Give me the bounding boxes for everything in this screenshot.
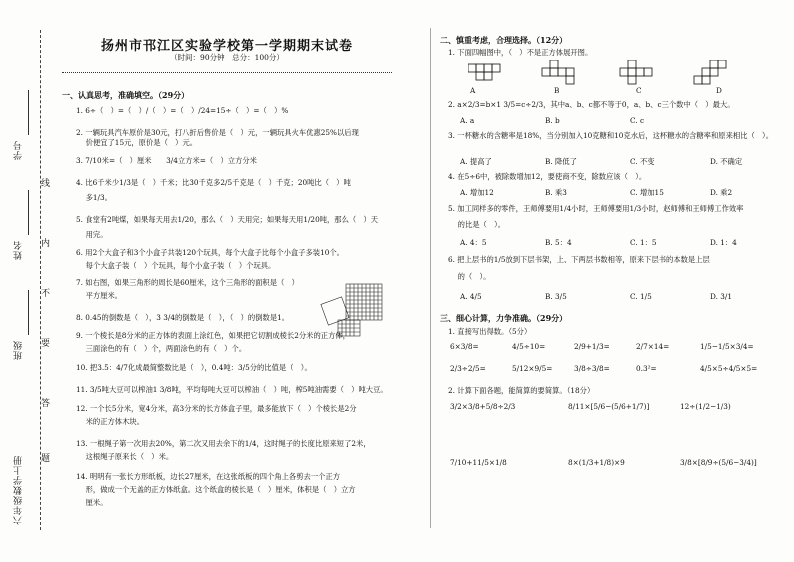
s1-question-line: 1. 6÷（ ）=（ ）/（ ）=（ ）/24=15÷（ ）=（ ）% [76,106,289,115]
s2-q5-option: B. 5：4 [545,238,572,247]
cube-net-figures [468,60,758,86]
s1-question-line: 13. 一根绳子第一次用去20%，第二次又用去余下的1/4，这时绳子的长度比原来短了2米， [76,439,371,448]
s2-q1-option-b: B [554,86,560,95]
spine-mark: 不 [41,285,50,300]
left-column [62,0,392,562]
s1-question-line: 米的正方体木块。 [76,417,144,426]
s1-question-line: 7. 如右图，如果三角形的周长是60厘米，这个三角形的面积是（ ） [76,278,299,287]
spine-label-name: 姓名 [14,240,24,260]
s2-q3-option: D. 不确定 [710,157,743,166]
s2-q1-option-d: D [716,86,722,95]
s3-direct-item: 2/3÷2/5= [450,364,486,373]
spine-label-class: 班级 [14,340,24,360]
s3-direct-item: 4/5×5÷4/5×5= [700,364,758,373]
s2-q4-option: D. 乘2 [710,188,733,197]
s3-direct-item: 5/12×9/5= [512,364,553,373]
spine-mark: 要 [41,335,50,350]
s2-q3-option: B. 降低了 [545,157,577,166]
s1-question-line: 10. 把3.5：4/7化成最简整数比是（ ），0.4吨：3/5分的比值是（ ）。 [76,363,312,372]
s3-calc-item: 8/11×[5/6−(5/6+1/7)] [568,402,650,411]
spine-label-grade: 六年级数学上册 [14,455,24,525]
s3-calc-item: 3/8×[8/9÷(5/6−3/4)] [680,458,757,467]
s1-question-line: 5. 食堂有2吨煤，如果每天用去1/20，那么（ ）天用完；如果每天用1/20吨，那么（ ）天 [76,215,379,224]
s2-q4-option: B. 乘3 [545,188,567,197]
s2-q2-option: C. c [630,116,645,125]
s2-q5-option: A. 4：5 [460,238,487,247]
s2-q5-option: C. 1：5 [630,238,657,247]
spine-fill-line [28,190,29,235]
s3-calc-item: 12÷(1/2−1/3) [680,402,731,411]
s3-direct-item: 1/5−1/5×3/4= [700,342,754,351]
s3-direct-item: 2/7×14= [636,342,670,351]
s3-direct-item: 3/8÷3/8= [574,364,610,373]
s2-question-cont: 的比是（ ）。 [448,220,506,229]
section-3-title: 三、细心计算，力争准确。（29分） [440,313,568,323]
s2-q1-option-c: C [636,86,642,95]
s2-q1-option-a: A [470,86,476,95]
exam-subtitle: （时间：90分钟 总分：100分） [170,53,284,62]
exam-title: 扬州市邗江区实验学校第一学期期末试卷 [100,39,353,54]
s2-q5-option: D. 1：4 [710,238,737,247]
s2-q6-option: D. 3/1 [710,292,732,301]
s2-question: 2. a×2/3=b×1 3/5=c÷2/3，其中a、b、c都不等于0，a、b、c三个数中（ ）最大。 [448,100,735,109]
s1-question-line: 3. 7/10米=（ ）厘米 3/4立方米=（ ）立方分米 [76,156,257,165]
s2-question: 3. 一杯糖水的含糖率是18%，当分别加入10克糖和10克水后，这杯糖水的含糖率和原来相比（ ）。 [448,131,773,140]
spine-fill-line [28,290,29,335]
s1-question-line: 三面涂色的有（ ）个，两面涂色的有（ ）个。 [76,344,247,353]
spine-mark: 题 [41,450,50,465]
s1-question-line: 12. 一个长5分米，宽4分米，高3分米的长方体盒子里，最多能放下（ ）个棱长是2分 [76,404,357,413]
s1-question-line: 用完。 [76,230,108,239]
s1-question-line: 平方厘米。 [76,291,123,300]
section-1-title: 一、认真思考，准确填空。（29分） [62,90,190,100]
spine-fill-line [28,90,29,135]
s2-q4-option: A. 增加12 [460,188,494,197]
s2-question: 4. 在5÷6中，被除数增加12，要使商不变，除数应该（ ）。 [448,172,647,181]
s2-q3-option: C. 不变 [630,157,655,166]
right-column [440,0,780,562]
s1-question-line: 每个大盒子装（ ）个玩具，每个小盒子装（ ）个玩具。 [76,261,276,270]
s1-question-line: 8. 0.45的倒数是（ ），3 3/4的倒数是（ ），（ ）的倒数是1。 [76,313,290,322]
s2-q2-option: A. a [460,116,475,125]
s3-direct-item: 2/9+1/3= [574,342,610,351]
s1-question-line: 4. 比6千米少1/3是（ ）千米；比30千克多2/5千克是（ ）千克；20吨比（ ）吨 [76,178,351,187]
column-divider [430,28,431,528]
s1-question-line: 形，做成一个无盖的正方体纸盒。这个纸盒的棱长是（ ）厘米，体积是（ ）立方 [76,485,356,494]
s2-q4-option: C. 增加15 [630,188,664,197]
s3-calc-item: 8×(1/3+1/8)×9 [568,458,625,467]
s1-question-line: 9. 一个棱长是8分米的正方体的表面上涂红色，如果把它切割成棱长2分米的正方体， [76,331,350,340]
s1-question-line: 14. 明明有一张长方形纸板，边长27厘米，在这张纸板的四个角上各剪去一个正方 [76,472,341,481]
s3-direct-item: 4/5÷10= [512,342,546,351]
spine-label-student-id: 学号 [14,140,24,160]
s3-calc-item: 7/10+11/5×1/8 [450,458,507,467]
s2-q6-option: A. 4/5 [460,292,482,301]
header-separator [62,72,392,73]
s2-question-cont: 的（ ）。 [448,272,491,281]
spine-mark: 答 [41,395,50,410]
s3-sub1-title: 1. 直接写出得数。（5分） [448,327,532,336]
s1-question-line: 厘米。 [76,498,108,507]
binding-spine [0,0,60,562]
s2-q6-option: B. 3/5 [545,292,567,301]
s3-direct-item: 0.3²= [636,364,657,373]
s1-question-line: 这根绳子原来长（ ）米。 [76,452,174,461]
s2-question: 5. 加工同样多的零件，王师傅要用1/4小时，王师傅要用1/3小时，赵师傅和王师傅工作效率 [448,204,744,213]
s1-question-line: 多1/3。 [76,193,112,202]
s3-sub2-title: 2. 计算下面各题，能简算的要简算。（18分） [448,386,595,395]
s3-direct-item: 6×3/8= [450,342,479,351]
pythagoras-grid-figure [320,282,388,338]
s2-q3-option: A. 提高了 [460,157,492,166]
s2-question: 6. 把上层书的1/5放到下层书架，上、下两层书数相等，原来下层书的本数是上层 [448,255,710,264]
s2-q2-option: B. b [545,116,560,125]
s1-question-line: 价便宜了15元，原价是（ ）元。 [76,138,198,147]
spine-mark: 线 [41,175,50,190]
s3-calc-item: 3/2×3/8+5/8÷2/3 [450,402,516,411]
s2-question: 1. 下面四幅图中，（ ）不是正方体展开图。 [448,48,593,57]
s2-q6-option: C. 1/5 [630,292,652,301]
s1-question-line: 11. 3/5吨大豆可以榨油1 3/8吨，平均每吨大豆可以榨油（ ）吨，榨5吨油需要（ ）吨大豆。 [76,385,388,394]
s1-question-line: 2. 一辆玩具汽车原价是30元，打八折后售价是（ ）元，一辆玩具火车优惠25%以后现 [76,128,359,137]
section-2-title: 二、慎重考虑，合理选择。（12分） [440,35,568,45]
s1-question-line: 6. 用2个大盒子和3个小盒子共装120个玩具，每个大盒子比每个小盒子多装10个。 [76,248,344,257]
spine-mark: 内 [41,235,50,250]
